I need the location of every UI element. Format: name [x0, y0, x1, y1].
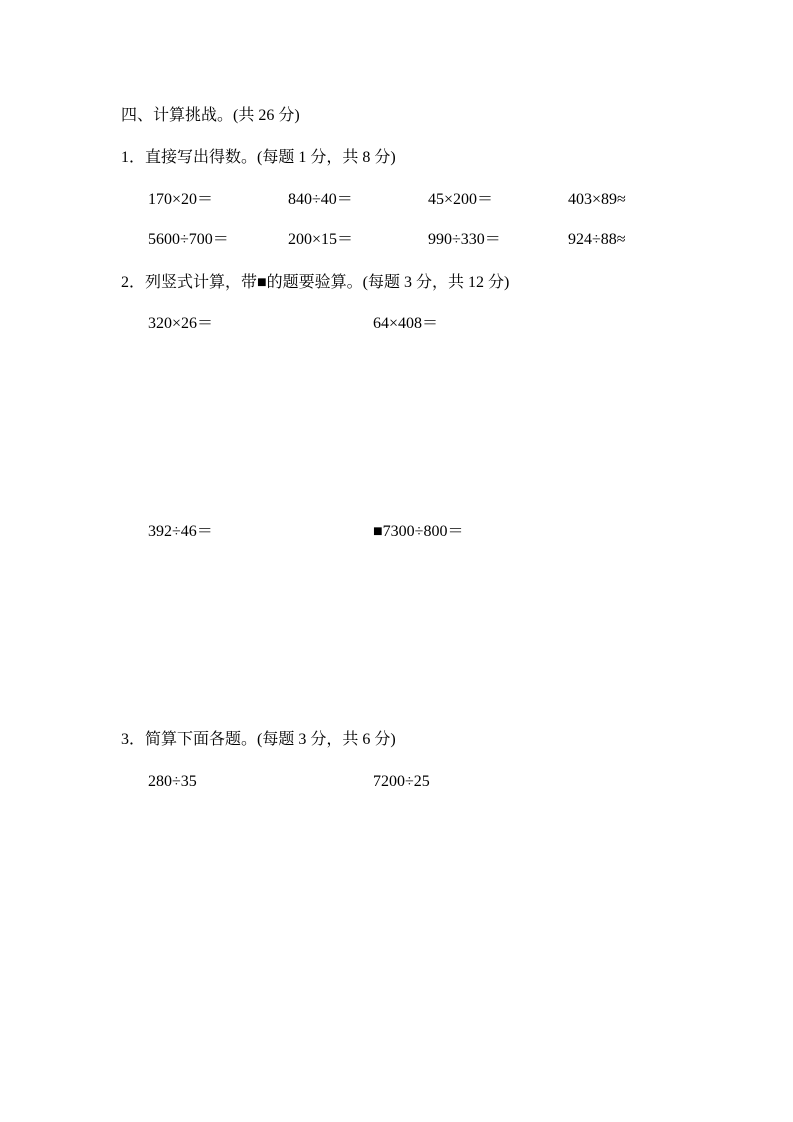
- q1-problem: 924÷88≈: [568, 231, 626, 248]
- question-1-title: 1．直接写出得数。(每题 1 分，共 8 分): [121, 149, 396, 166]
- q2-problem: 320×26＝: [148, 315, 214, 332]
- q1-problem: 5600÷700＝: [148, 231, 229, 248]
- section-title: 四、计算挑战。(共 26 分): [121, 107, 300, 124]
- q2-problem: ■7300÷800＝: [373, 523, 464, 540]
- q1-problem: 840÷40＝: [288, 191, 353, 208]
- question-3-title: 3．简算下面各题。(每题 3 分，共 6 分): [121, 731, 396, 748]
- q1-problem: 200×15＝: [288, 231, 354, 248]
- q1-problem: 990÷330＝: [428, 231, 501, 248]
- q1-problem: 170×20＝: [148, 191, 214, 208]
- q2-problem: 392÷46＝: [148, 523, 213, 540]
- q1-problem: 45×200＝: [428, 191, 494, 208]
- question-2-title: 2．列竖式计算，带■的题要验算。(每题 3 分，共 12 分): [121, 274, 510, 291]
- q1-problem: 403×89≈: [568, 191, 626, 208]
- q3-problem: 280÷35: [148, 773, 197, 790]
- q3-problem: 7200÷25: [373, 773, 430, 790]
- q2-problem: 64×408＝: [373, 315, 439, 332]
